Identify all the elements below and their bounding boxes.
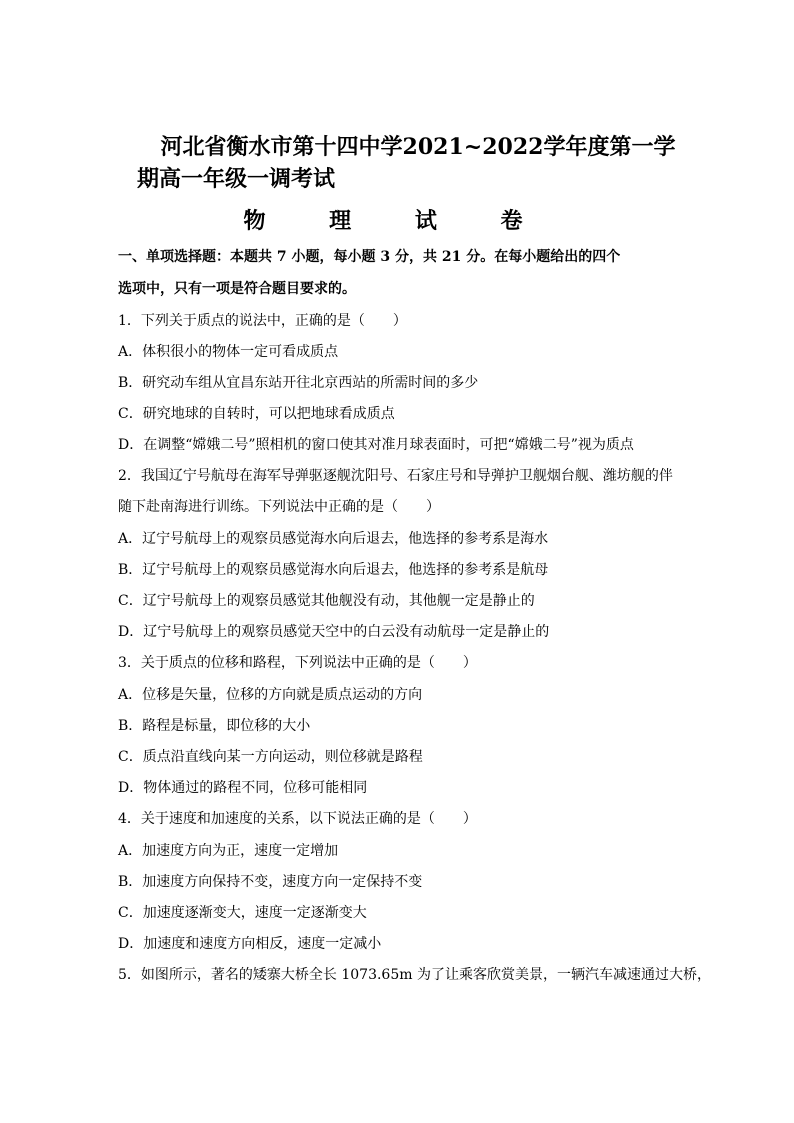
question-3-option-a: A．位移是矢量，位移的方向就是质点运动的方向 <box>118 687 423 703</box>
question-2-option-c: C．辽宁号航母上的观察员感觉其他舰没有动，其他舰一定是静止的 <box>118 593 535 609</box>
question-2-stem-line2: 随下赴南海进行训练。下列说法中正确的是（ ） <box>118 499 440 515</box>
exam-title-line2: 期高一年级一调考试 <box>137 166 336 192</box>
question-1-option-c: C．研究地球的自转时，可以把地球看成质点 <box>118 406 395 422</box>
question-3-option-b: B．路程是标量，即位移的大小 <box>118 718 311 734</box>
question-3-stem: 3．关于质点的位移和路程，下列说法中正确的是（ ） <box>118 655 477 671</box>
question-4-option-d: D．加速度和速度方向相反，速度一定减小 <box>118 936 382 952</box>
question-3-option-d: D．物体通过的路程不同，位移可能相同 <box>118 780 368 796</box>
question-4-option-a: A．加速度方向为正，速度一定增加 <box>118 843 339 859</box>
exam-title-line1: 河北省衡水市第十四中学2021~2022学年度第一学 <box>160 134 676 160</box>
question-2-stem-line1: 2．我国辽宁号航母在海军导弹驱逐舰沈阳号、石家庄号和导弹护卫舰烟台舰、潍坊舰的伴 <box>118 468 673 484</box>
question-4-option-c: C．加速度逐渐变大，速度一定逐渐变大 <box>118 905 367 921</box>
section-heading-line1: 一、单项选择题：本题共 7 小题，每小题 3 分，共 21 分。在每小题给出的四个 <box>118 249 621 265</box>
question-4-option-b: B．加速度方向保持不变，速度方向一定保持不变 <box>118 874 423 890</box>
question-2-option-d: D．辽宁号航母上的观察员感觉天空中的白云没有动航母一定是静止的 <box>118 624 550 640</box>
section-heading-line2: 选项中，只有一项是符合题目要求的。 <box>118 281 356 297</box>
question-4-stem: 4．关于速度和加速度的关系，以下说法正确的是（ ） <box>118 811 477 827</box>
question-5-stem: 5．如图所示，著名的矮寨大桥全长 1073.65m 为了让乘客欣赏美景，一辆汽车减速通过大桥， <box>118 967 711 983</box>
subject-title: 物 理 试 卷 <box>243 208 551 234</box>
question-3-option-c: C．质点沿直线向某一方向运动，则位移就是路程 <box>118 749 423 765</box>
question-1-option-b: B．研究动车组从宜昌东站开往北京西站的所需时间的多少 <box>118 375 479 391</box>
question-1-stem: 1．下列关于质点的说法中，正确的是（ ） <box>118 313 407 329</box>
question-1-option-a: A．体积很小的物体一定可看成质点 <box>118 344 339 360</box>
question-1-option-d: D．在调整“嫦娥二号”照相机的窗口使其对准月球表面时，可把“嫦娥二号”视为质点 <box>118 437 634 453</box>
question-2-option-b: B．辽宁号航母上的观察员感觉海水向后退去，他选择的参考系是航母 <box>118 562 549 578</box>
question-2-option-a: A．辽宁号航母上的观察员感觉海水向后退去，他选择的参考系是海水 <box>118 531 549 547</box>
